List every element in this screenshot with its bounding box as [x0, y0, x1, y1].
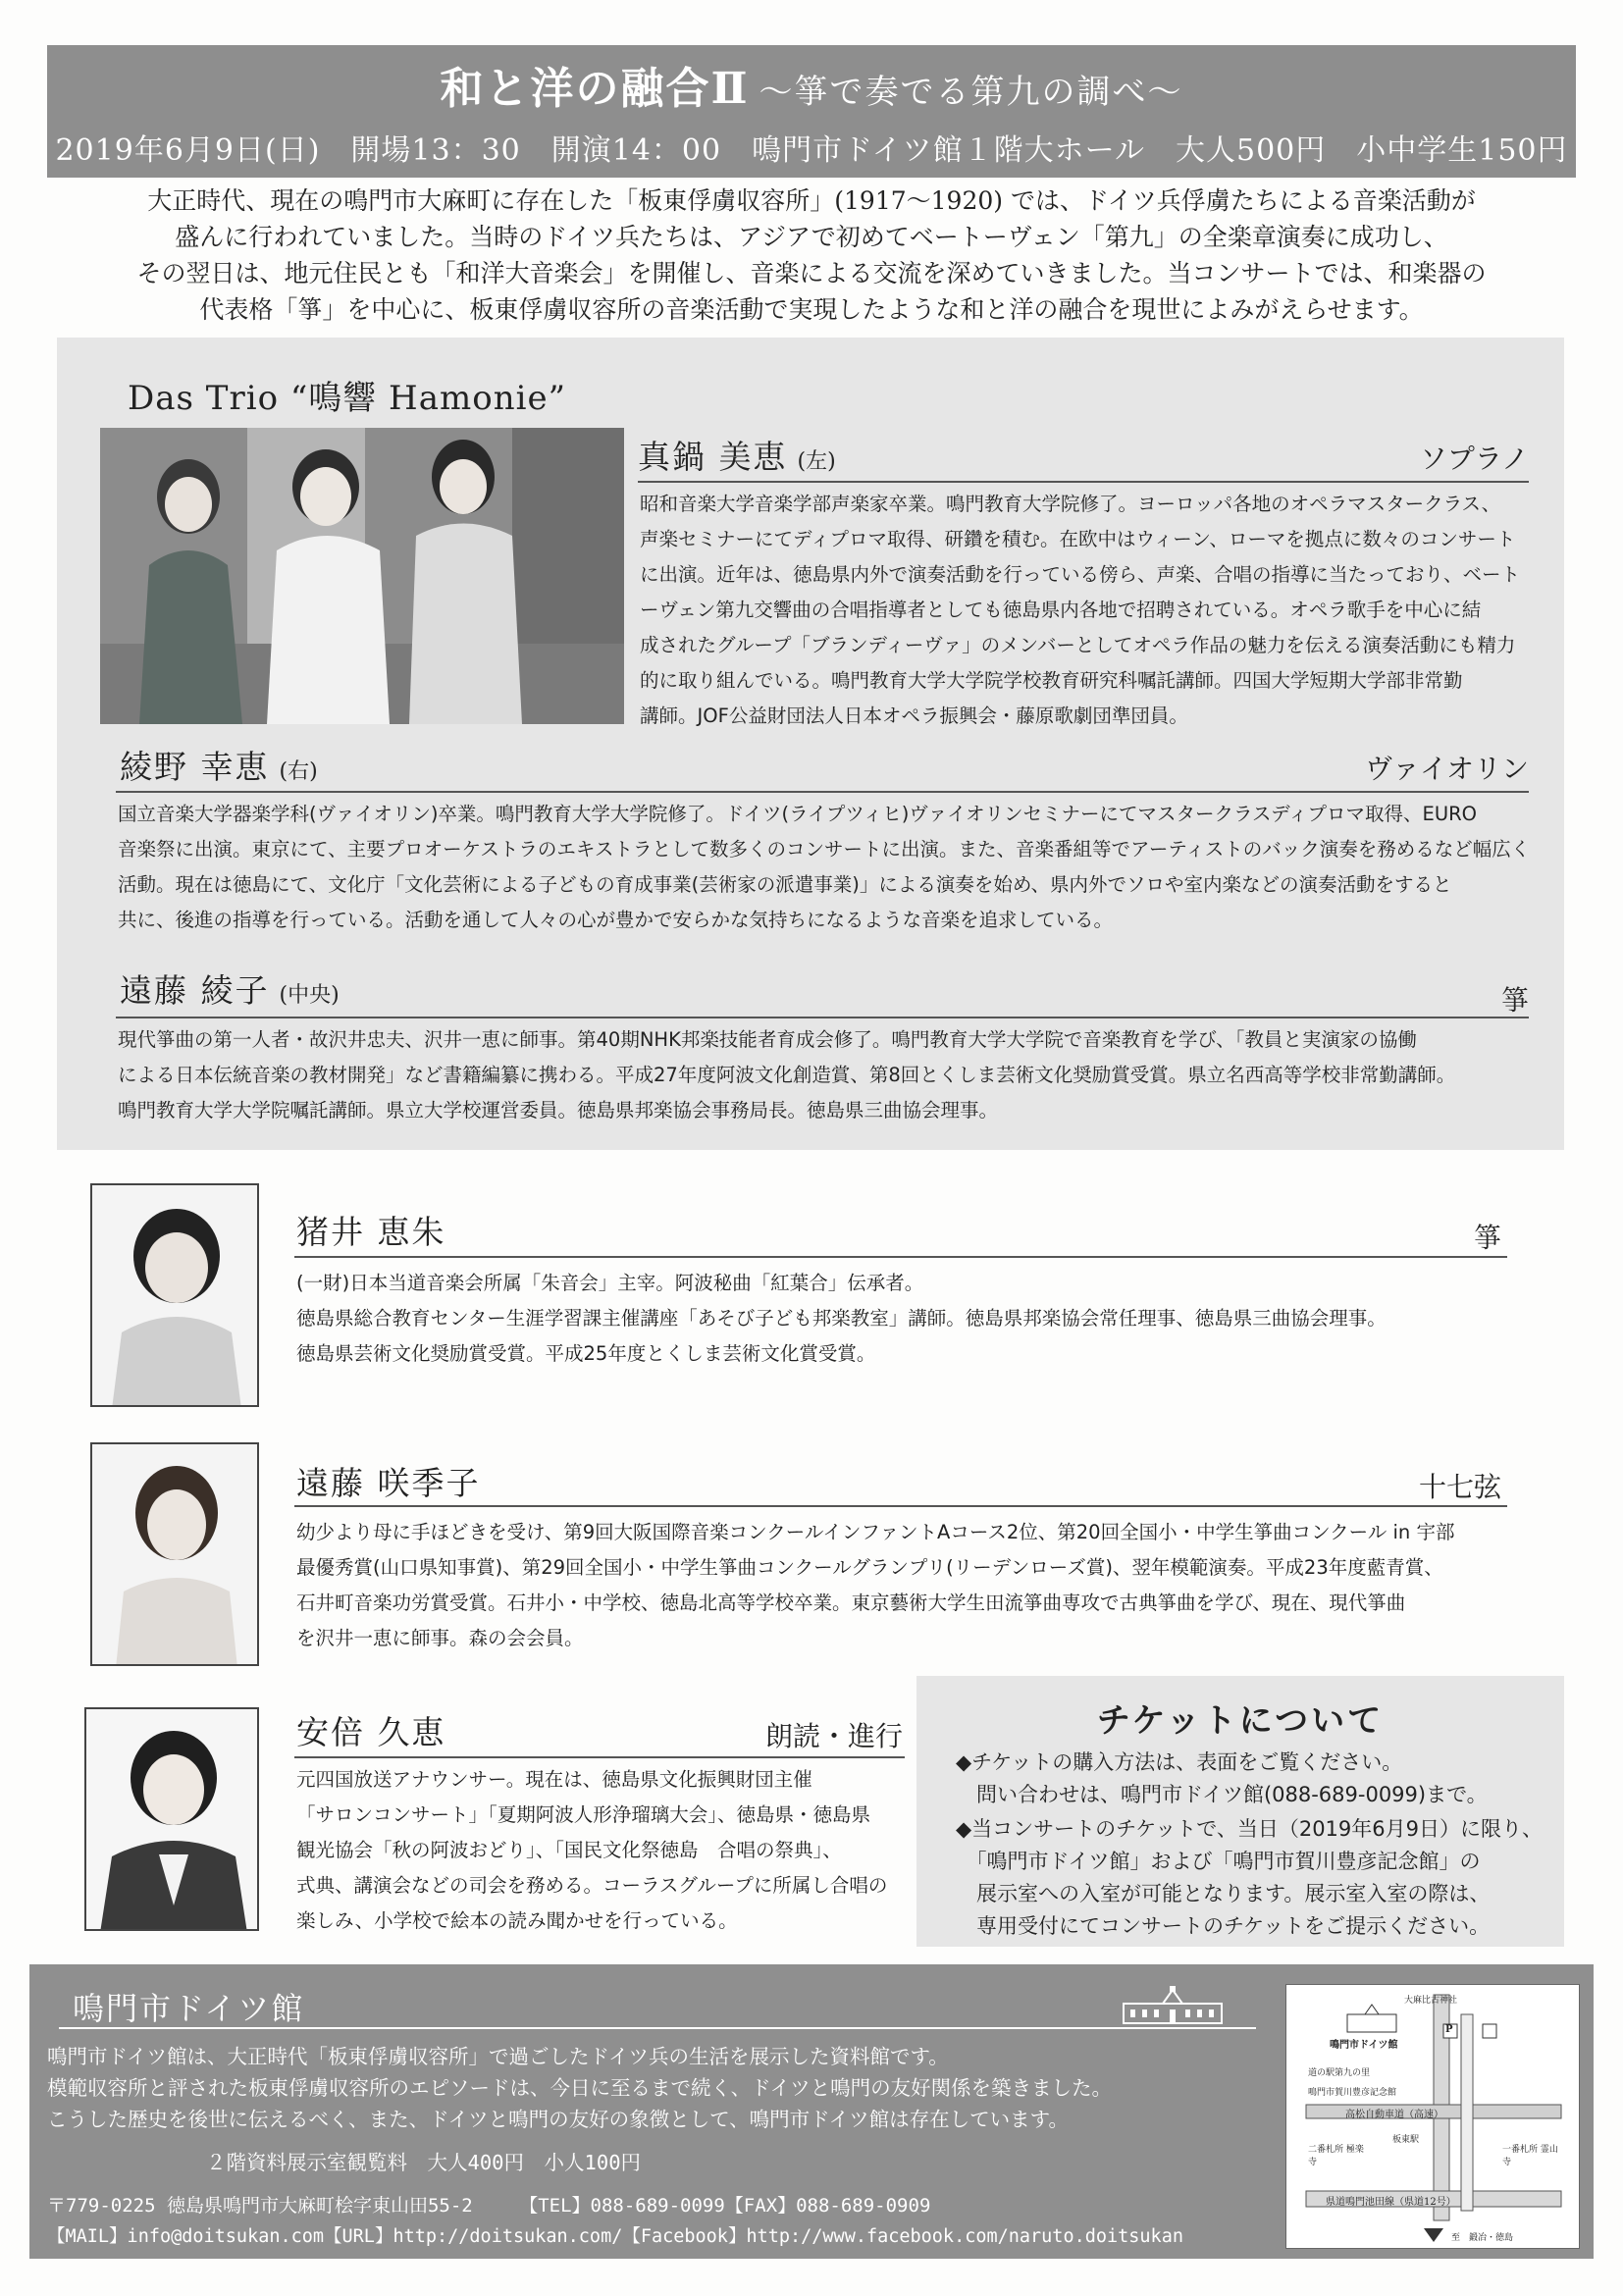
member-bio: 昭和音楽大学音楽学部声楽家卒業。鳴門教育大学院修了。ヨーロッパ各地のオペラマスタークラス、 声楽セミナーにてディプロマ取得、研鑽を積む。在欧中はウィーン、ローマを拠点に数々のコンサート に出演。近年は、徳島県内外で演奏活動を行っている傍ら、声楽、合唱の指導に当たっており、ベート ーヴェン第九交響曲の合唱指導者としても徳島県内各地で招聘されている。オペラ歌手を中心に結 成されたグループ「ブランディーヴァ」のメンバーとしてオペラ作品の魅力を伝える演奏活動にも精力 的に取り組んでいる。鳴門教育大学大学院学校教育研究科嘱託講師。四国大学短期大学部非常勤 講師。JOF公益財団法人日本オペラ振興会・藤原歌劇団準団員。 [640, 493, 1521, 727]
performer-name: 遠藤 咲季子 [296, 1464, 481, 1502]
performer-photo-abe [84, 1707, 259, 1931]
divider [294, 1256, 1507, 1258]
admission-fee: ２階資料展示室観覧料 大人400円 小人100円 [206, 2151, 642, 2174]
performer-bio: (一財)日本当道音楽会所属「朱音会」主宰。阿波秘曲「紅葉合」伝承者。 徳島県総合教育センター生涯学習課主催講座「あそび子ども邦楽教室」講師。徳島県邦楽協会常任理事、徳島県三曲協会理事。 徳島県芸術文化奨励賞受賞。平成25年度とくしま芸術文化賞受賞。 [296, 1272, 1387, 1365]
map-label: 一番札所 霊山寺 [1502, 2145, 1558, 2167]
building-icon [1119, 1986, 1227, 2029]
member-position: (左) [797, 449, 836, 474]
performer-photo-ii [90, 1183, 259, 1407]
footer-section [29, 1964, 1594, 2259]
ticket-item: ◆チケットの購入方法は、表面をご覧ください。 問い合わせは、鳴門市ドイツ館(088-689-0099)まで。 [956, 1750, 1488, 1806]
divider [294, 1756, 905, 1758]
member-role: 箏 [1500, 984, 1529, 1017]
map-label: 大麻比古神社 [1404, 1996, 1458, 2006]
header-banner [47, 45, 1576, 178]
footer-description: 鳴門市ドイツ館は、大正時代「板東俘虜収容所」で過ごしたドイツ兵の生活を展示した資料館です。 模範収容所と評された板東俘虜収容所のエピソードは、今日に至るまで続く、ドイツと鳴門の友好関係を築きました。 こうした歴史を後世に伝えるべく、また、ドイツと鳴門の友好の象徴として、鳴門市ドイツ館は存在しています。 [47, 2045, 1113, 2131]
member-position: (中央) [279, 983, 340, 1008]
map-label: 道の駅第九の里 [1308, 2068, 1371, 2078]
map-label: 二番札所 極楽寺 [1308, 2145, 1364, 2167]
intro-line: 大正時代、現在の鳴門市大麻町に存在した「板東俘虜収容所」(1917～1920) では、ドイツ兵俘虜たちによる音楽活動が [147, 186, 1476, 215]
map-label: 県道鳴門池田線（県道12号） [1326, 2197, 1456, 2208]
footer-title: 鳴門市ドイツ館 [73, 1990, 305, 2027]
divider [59, 2027, 1256, 2029]
performer-bio: 元四国放送アナウンサー。現在は、徳島県文化振興財団主催 「サロンコンサート」「夏期阿波人形浄瑠璃大会」、徳島県・徳島県 観光協会「秋の阿波おどり」、「国民文化祭徳島 合唱の祭典」、 式典、講演会などの司会を務める。コーラスグループに所属し合唱の 楽しみ、小学校で絵本の読み聞かせを行っている。 [296, 1768, 888, 1932]
page-subtitle: ～箏で奏でる第九の調べ～ [759, 73, 1183, 112]
trio-title: Das Trio “鳴響 Hamonie” [128, 379, 566, 418]
event-info: 2019年6月9日(日) 開場13：30 開演14：00 鳴門市ドイツ館１階大ホール 大人500円 小中学生150円 [55, 133, 1568, 168]
divider [294, 1505, 1507, 1507]
performer-name: 猪井 恵朱 [296, 1213, 446, 1251]
address-line: 〒779-0225 徳島県鳴門市大麻町桧字東山田55-2 【TEL】088-689-0099【FAX】088-689-0909 [47, 2195, 931, 2217]
member-name-ayano: 綾野 幸恵 (右) [120, 748, 318, 786]
access-map [1285, 1984, 1580, 2249]
map-label: 鳴門市賀川豊彦記念館 [1308, 2088, 1397, 2098]
page-title: 和と洋の融合Ⅱ ～箏で奏でる第九の調べ～ [440, 64, 1183, 114]
intro-line: 盛んに行われていました。当時のドイツ兵たちは、アジアで初めてベートーヴェン「第九」の全楽章演奏に成功し、 [175, 223, 1448, 251]
intro-line: 代表格「箏」を中心に、板東俘虜収容所の音楽活動で実現したような和と洋の融合を現世によみがえらせます。 [199, 295, 1424, 324]
ticket-info-box [916, 1676, 1564, 1947]
member-bio: 現代箏曲の第一人者・故沢井忠夫、沢井一恵に師事。第40期NHK邦楽技能者育成会修了。鳴門教育大学大学院で音楽教育を学び、「教員と実演家の協働 による日本伝統音楽の教材開発」など書籍編纂に携わる。平成27年度阿波文化創造賞、第8回とくしま芸術文化奨励賞受賞。県立名西高等学校非常勤講師。 鳴門教育大学大学院嘱託講師。県立大学校運営委員。徳島県邦楽協会事務局長。徳島県三曲協会理事。 [118, 1028, 1456, 1122]
divider [116, 1017, 1529, 1018]
contact-line: 【MAIL】info@doitsukan.com【URL】http://doitsukan.com/【Facebook】http://www.facebook.com/naruto.doitsukan [47, 2226, 1183, 2247]
parking-icon: P [1445, 2024, 1453, 2035]
performer-role: 十七弦 [1418, 1471, 1501, 1503]
member-role: ソプラノ [1419, 443, 1529, 475]
map-label: 板東駅 [1392, 2135, 1420, 2145]
map-label: 高松自動車道（高速） [1345, 2110, 1443, 2120]
performer-role: 朗読・進行 [764, 1720, 903, 1752]
map-label: 至 鍛冶・徳島 [1451, 2233, 1514, 2243]
trio-section [57, 338, 1564, 1150]
ticket-title: チケットについて [1096, 1701, 1385, 1741]
member-bio: 国立音楽大学器楽学科(ヴァイオリン)卒業。鳴門教育大学大学院修了。ドイツ(ライプツィヒ)ヴァイオリンセミナーにてマスタークラスディプロマ取得、EURO 音楽祭に出演。東京にて、主要プロオーケストラのエキストラとして数多くのコンサートに出演。また、音楽番組等でアーティストのバック演奏を務めるなど幅広く 活動。現在は徳島にて、文化庁「文化芸術による子どもの育成事業(芸術家の派遣事業)」による演奏を始め、県内外でソロや室内楽などの演奏活動をすると 共に、後進の指導を行っている。活動を通して人々の心が豊かで安らかな気持ちになるような音楽を追求している。 [118, 803, 1531, 931]
member-position: (右) [279, 759, 318, 784]
map-label: 鳴門市ドイツ館 [1330, 2040, 1398, 2051]
performer-photo-endo-sakiko [90, 1442, 259, 1666]
divider [116, 791, 1529, 793]
member-role: ヴァイオリン [1365, 753, 1529, 785]
member-name-manabe: 真鍋 美恵 (左) [638, 438, 836, 476]
trio-photo [100, 428, 624, 724]
performer-bio: 幼少より母に手ほどきを受け、第9回大阪国際音楽コンクールインファントAコース2位、第20回全国小・中学生箏曲コンクール in 宇部 最優秀賞(山口県知事賞)、第29回全国小・中学生箏曲コンクールグランプリ(リーデンローズ賞)、翌年模範演奏。平成23年度藍青賞、 石井町音楽功労賞受賞。石井小・中学校、徳島北高等学校卒業。東京藝術大学生田流箏曲専攻で古典箏曲を学び、現在、現代箏曲 を沢井一恵に師事。森の会会員。 [296, 1521, 1455, 1649]
intro-line: その翌日は、地元住民とも「和洋大音楽会」を開催し、音楽による交流を深めていきました。当コンサートでは、和楽器の [136, 259, 1487, 287]
performer-role: 箏 [1473, 1222, 1501, 1254]
performer-name: 安倍 久恵 [296, 1713, 446, 1751]
ticket-item: ◆当コンサートのチケットで、当日（2019年6月9日）に限り、 「鳴門市ドイツ館」および「鳴門市賀川豊彦記念館」の 展示室への入室が可能となります。展示室入室の際は、 専用受付にてコンサートのチケットをご提示ください。 [956, 1817, 1544, 1938]
intro-text [65, 183, 1558, 328]
member-name-endo-ayako: 遠藤 綾子 (中央) [120, 971, 340, 1010]
divider [638, 481, 1529, 483]
